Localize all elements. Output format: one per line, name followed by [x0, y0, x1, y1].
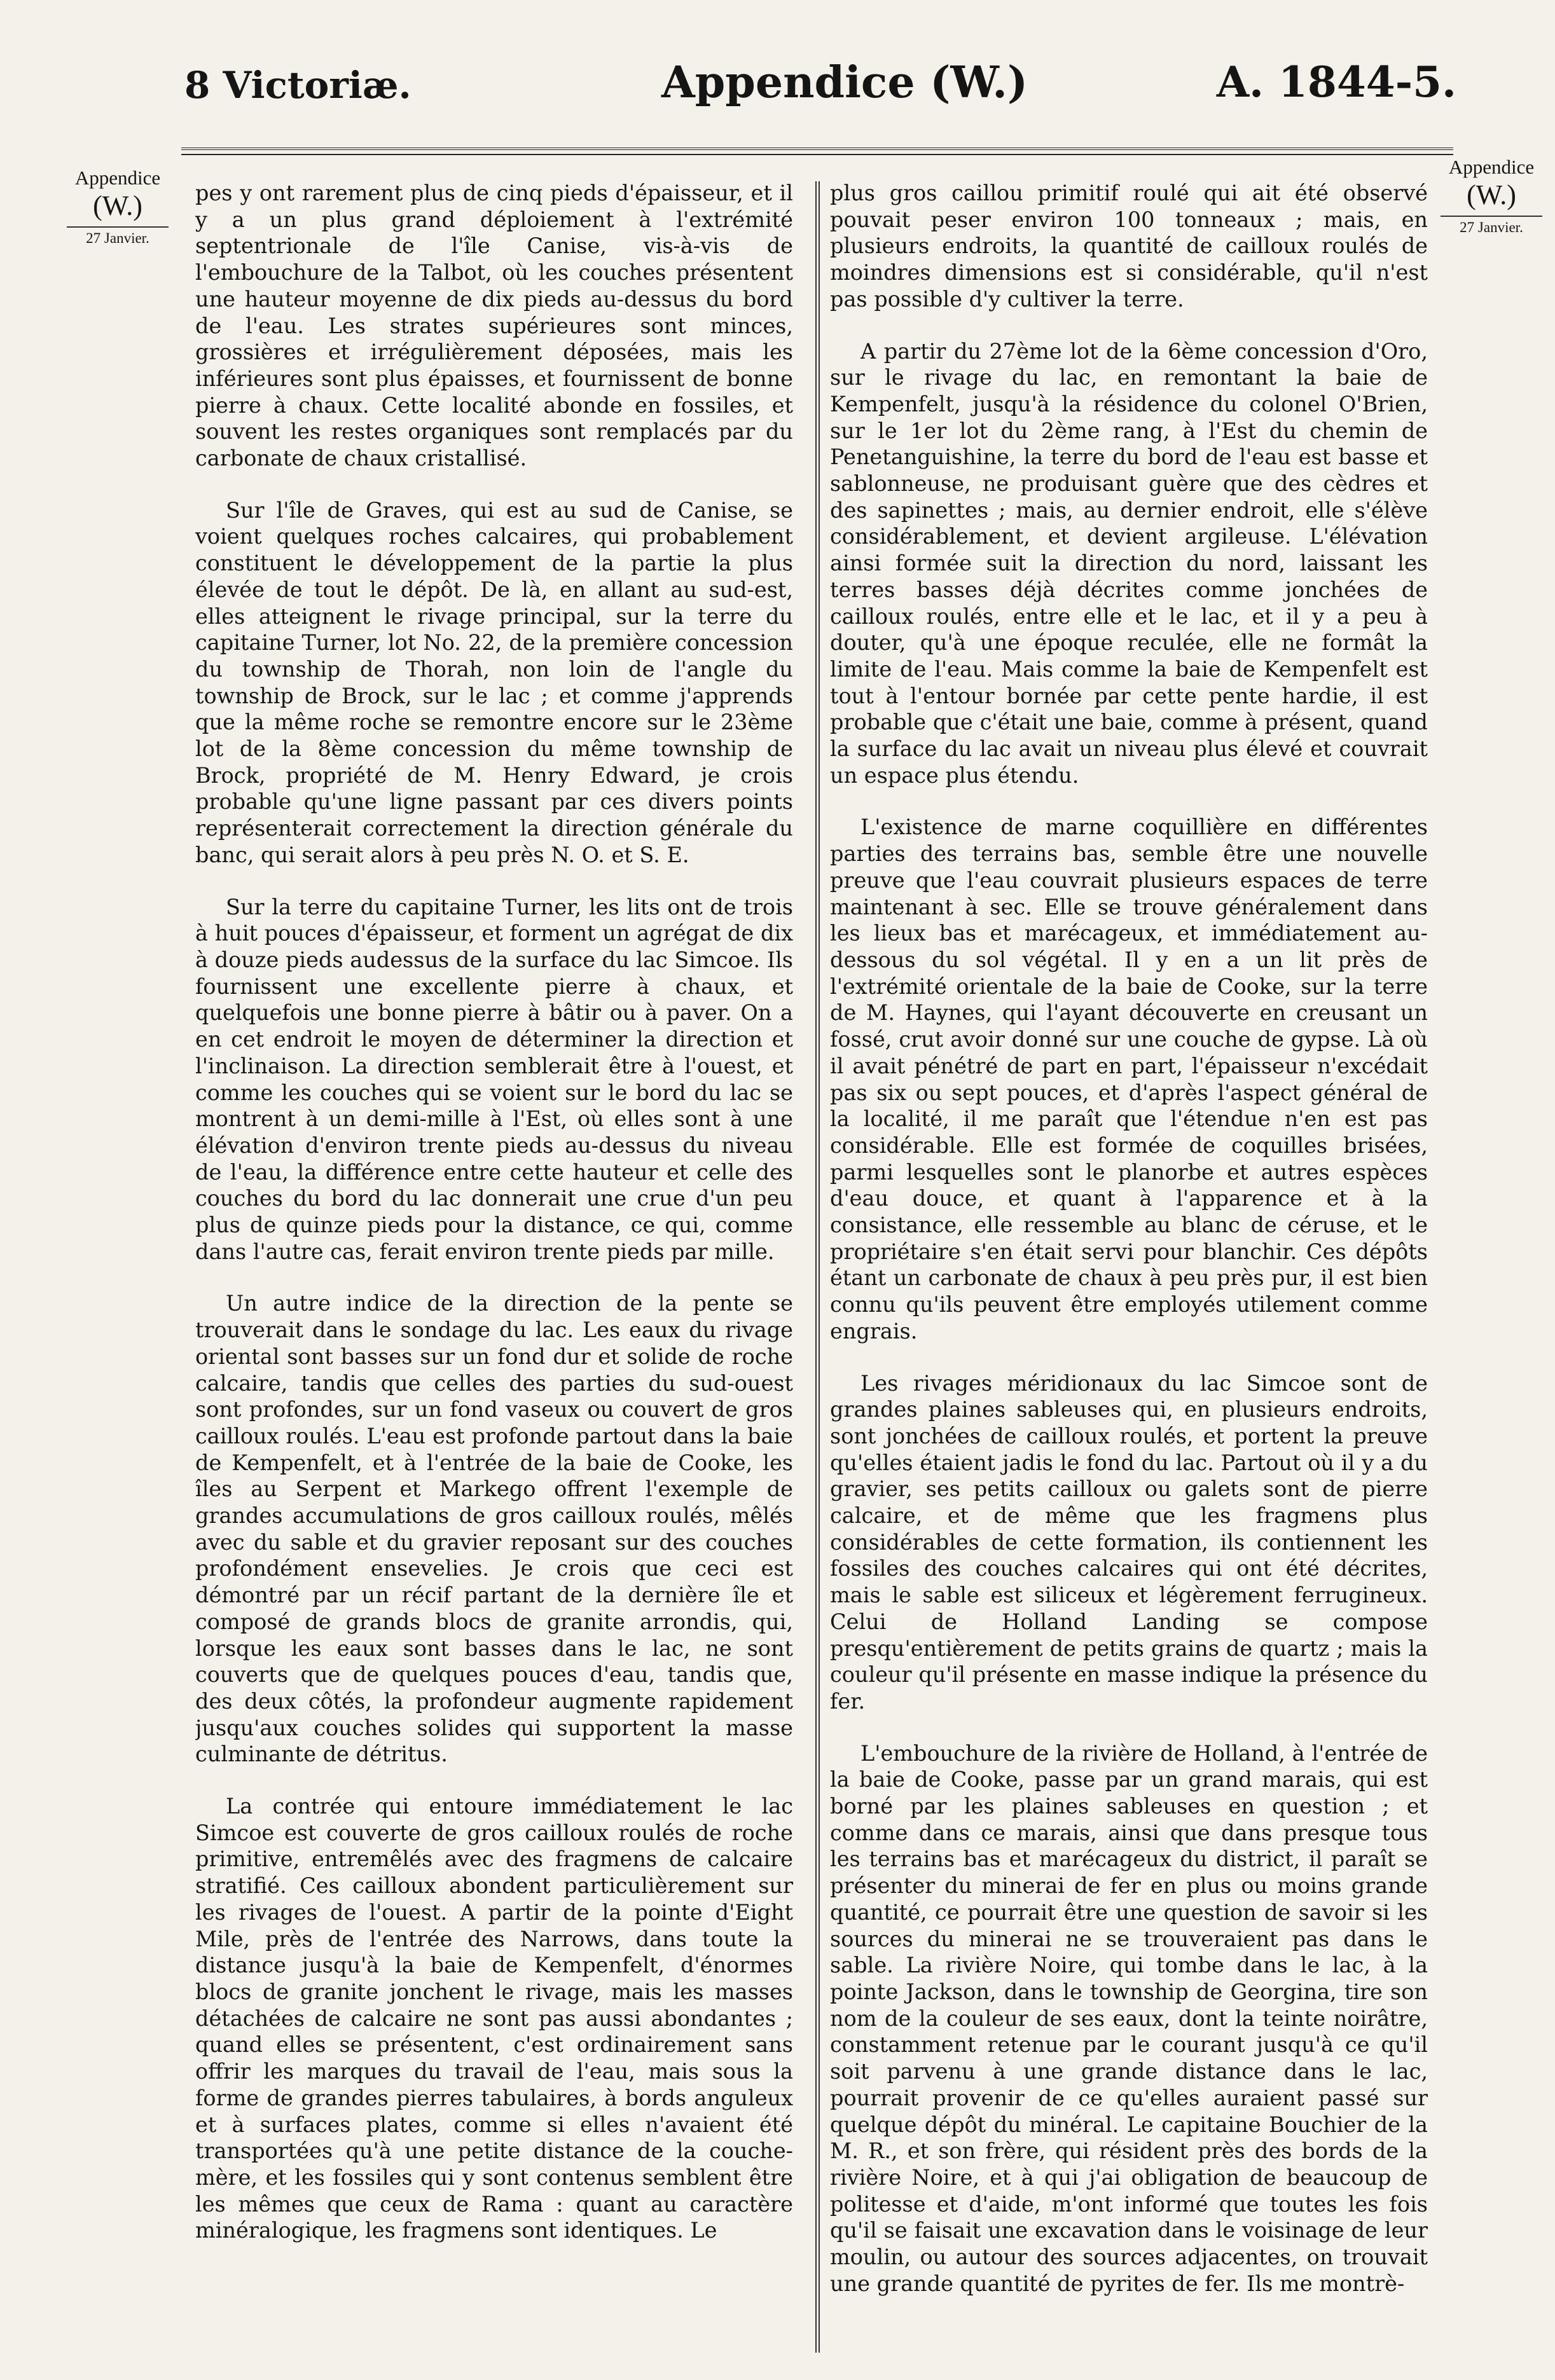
margin-note-date: 27 Janvier. [1441, 216, 1542, 236]
header-right: A. 1844-5. [1216, 57, 1456, 107]
paragraph: Sur la terre du capitaine Turner, les lits ont de trois à huit pouces d'épaisseur, et forment un agrégat de dix à douze pieds audessus de la surface du lac Simcoe. Ils fournissent une excellente pierre à chaux, et quelquefois une bonne pierre à bâtir ou à paver. On a en cet endroit le moyen de déterminer la direction et l'inclinaison. La direction semblerait être à l'ouest, et comme les couches qui se voient sur le bord du lac se montrent à un demi-mille à l'Est, où elles sont à une élévation d'environ trente pieds au-dessus du niveau de l'eau, la différence entre cette hauteur et celle des couches du bord du lac donnerait une crue d'un peu plus de quinze pieds pour la distance, ce qui, comme dans l'autre cas, ferait environ trente pieds par mille. [195, 894, 793, 1264]
paragraph: Sur l'île de Graves, qui est au sud de Canise, se voient quelques roches calcaires, qui probablement constituent le développement de la partie la plus élevée de tout le dépôt. De là, en allant au sud-est, elles atteignent le rivage principal, sur la terre du capitaine Turner, lot No. 22, de la première concession du township de Thorah, non loin de l'angle du township de Brock, sur le lac ; et comme j'apprends que la même roche se remontre encore sur le 23ème lot de la 8ème concession du même township de Brock, propriété de M. Henry Edward, je crois probable qu'une ligne passant par ces divers points représenterait correctement la direction générale du banc, qui serait alors à peu près N. O. et S. E. [195, 497, 793, 867]
margin-note-date: 27 Janvier. [67, 226, 169, 247]
margin-note-title: Appendice [1448, 156, 1535, 178]
margin-note-right [1434, 156, 1549, 236]
margin-note-title: Appendice [74, 167, 161, 189]
paragraph: Les rivages méridionaux du lac Simcoe sont de grandes plaines sableuses qui, en plusieurs endroits, sont jonchées de cailloux roulés, et portent la preuve qu'elles étaient jadis le fond du lac. Partout où il y a du gravier, ses petits cailloux ou galets sont de pierre calcaire, et de même que les fragmens plus considérables de cette formation, ils contiennent les fossiles des couches calcaires qui ont été décrites, mais le sable est siliceux et légèrement ferrugineux. Celui de Holland Landing se compose presqu'entièrement de petits grains de quartz ; mais la couleur qu'il présente en masse indique la présence du fer. [830, 1370, 1428, 1714]
column-divider [815, 181, 820, 2353]
paragraph: plus gros caillou primitif roulé qui ait été observé pouvait peser environ 100 tonneaux ; mais, en plusieurs endroits, la quantité de cailloux roulés de moindres dimensions est si considérable, qu'il n'est pas possible d'y cultiver la terre. [830, 181, 1428, 312]
header-left: 8 Victoriæ. [184, 64, 411, 107]
paragraph: La contrée qui entoure immédiatement le lac Simcoe est couverte de gros cailloux roulés de roche primitive, entremêlés avec des fragmens de calcaire stratifié. Ces cailloux abondent particulièrement sur les rivages de l'ouest. A partir de la pointe d'Eight Mile, près de l'entrée des Narrows, dans toute la distance jusqu'à la baie de Kempenfelt, d'énormes blocs de granite jonchent le rivage, mais les masses détachées de calcaire ne sont pas aussi abondantes ; quand elles se présentent, c'est ordinairement sans offrir les marques du travail de l'eau, mais sous la forme de grandes pierres tabulaires, à bords anguleux et à surfaces plates, comme si elles n'avaient été transportées qu'à une petite distance de la couche-mère, et les fossiles qui y sont contenus semblent être les mêmes que ceux de Rama : quant au caractère minéralogique, les fragmens sont identiques. Le [195, 1794, 793, 2243]
paragraph: A partir du 27ème lot de la 6ème concession d'Oro, sur le rivage du lac, en remontant la baie de Kempenfelt, jusqu'à la résidence du colonel O'Brien, sur le 1er lot du 2ème rang, à l'Est du chemin de Penetanguishine, la terre du bord de l'eau est basse et sablonneuse, ne produisant guère que des cèdres et des sapinettes ; mais, au dernier endroit, elle s'élève considérablement, et devient argileuse. L'élévation ainsi formée suit la direction du nord, laissant les terres basses déjà décrites comme jonchées de cailloux roulés, entre elle et le lac, et il y a peu à douter, qu'à une époque reculée, elle ne formât la limite de l'eau. Mais comme la baie de Kempenfelt est tout à l'entour bornée par cette pente hardie, il est probable que c'était une baie, comme à présent, quand la surface du lac avait un niveau plus élevé et couvrait un espace plus étendu. [830, 338, 1428, 788]
paragraph: pes y ont rarement plus de cinq pieds d'épaisseur, et il y a un plus grand déploiement à l'extrémité septentrionale de l'île Canise, vis-à-vis de l'embouchure de la Talbot, où les couches présentent une hauteur moyenne de dix pieds au-dessus du bord de l'eau. Les strates supérieures sont minces, grossières et irrégulièrement déposées, mais les inférieures sont plus épaisses, et fournissent de bonne pierre à chaux. Cette localité abonde en fossiles, et souvent les restes organiques sont remplacés par du carbonate de chaux cristallisé. [195, 181, 793, 471]
margin-note-letter: (W.) [93, 190, 142, 221]
margin-note-left [60, 167, 175, 247]
header-rule [181, 148, 1453, 155]
page-header [184, 51, 1456, 121]
paragraph: Un autre indice de la direction de la pente se trouverait dans le sondage du lac. Les eaux du rivage oriental sont basses sur un fond dur et solide de roche calcaire, tandis que celles des parties du sud-ouest sont profondes, sur un fond vaseux ou couvert de gros cailloux roulés. L'eau est profonde partout dans la baie de Kempenfelt, et à l'entrée de la baie de Cooke, les îles au Serpent et Markego offrent l'exemple de grandes accumulations de gros cailloux roulés, mêlés avec du sable et du gravier reposant sur des couches profondément ensevelies. Je crois que ceci est démontré par un récif partant de la dernière île et composé de grands blocs de granite arrondis, qui, lorsque les eaux sont basses dans le lac, ne sont couverts que de quelques pouces d'eau, tandis que, des deux côtés, la profondeur augmente rapidement jusqu'aux couches solides qui supportent la masse culminante de détritus. [195, 1291, 793, 1767]
left-column [195, 180, 793, 2355]
right-column [830, 180, 1428, 2355]
paragraph: L'embouchure de la rivière de Holland, à l'entrée de la baie de Cooke, passe par un grand marais, qui est borné par les plaines sableuses en question ; et comme dans ce marais, ainsi que dans presque tous les terrains bas et marécageux du district, il paraît se présenter du minerai de fer en plus ou moins grande quantité, ce pourrait être une question de savoir si les sources du minerai ne se trouveraient pas dans le sable. La rivière Noire, qui tombe dans le lac, à la pointe Jackson, dans le township de Georgina, tire son nom de la couleur de ses eaux, dont la teinte noirâtre, constamment retenue par le courant jusqu'à ce qu'il soit parvenu à une grande distance dans le lac, pourrait provenir de ce qu'elles auraient passé sur quelque dépôt du minéral. Le capitaine Bouchier de la M. R., et son frère, qui résident près des bords de la rivière Noire, et à qui j'ai obligation de beaucoup de politesse et d'aide, m'ont informé que toutes les fois qu'il se faisait une excavation dans le voisinage de leur moulin, ou autour des sources adjacentes, on trouvait une grande quantité de pyrites de fer. Ils me montrè- [830, 1740, 1428, 2296]
header-title: Appendice (W.) [661, 57, 1028, 108]
margin-note-letter: (W.) [1467, 179, 1516, 210]
paragraph: L'existence de marne coquillière en différentes parties des terrains bas, semble être une nouvelle preuve que l'eau couvrait plusieurs espaces de terre maintenant à sec. Elle se trouve généralement dans les lieux bas et marécageux, et immédiatement au-dessous du sol végétal. Il y en a un lit près de l'extrémité orientale de la baie de Cooke, sur la terre de M. Haynes, qui l'ayant découverte en creusant un fossé, crut avoir donné sur une couche de gypse. Là où il avait pénétré de part en part, l'épaisseur n'excédait pas six ou sept pouces, et d'après l'aspect général de la localité, il me paraît que l'étendue n'en est pas considérable. Elle est formée de coquilles brisées, parmi lesquelles sont le planorbe et autres espèces d'eau douce, et quant à l'apparence et à la consistance, elle ressemble au blanc de céruse, et le propriétaire s'en était servi pour blanchir. Ces dépôts étant un carbonate de chaux à peu près pur, il est bien connu qu'ils peuvent être employés utilement comme engrais. [830, 815, 1428, 1344]
